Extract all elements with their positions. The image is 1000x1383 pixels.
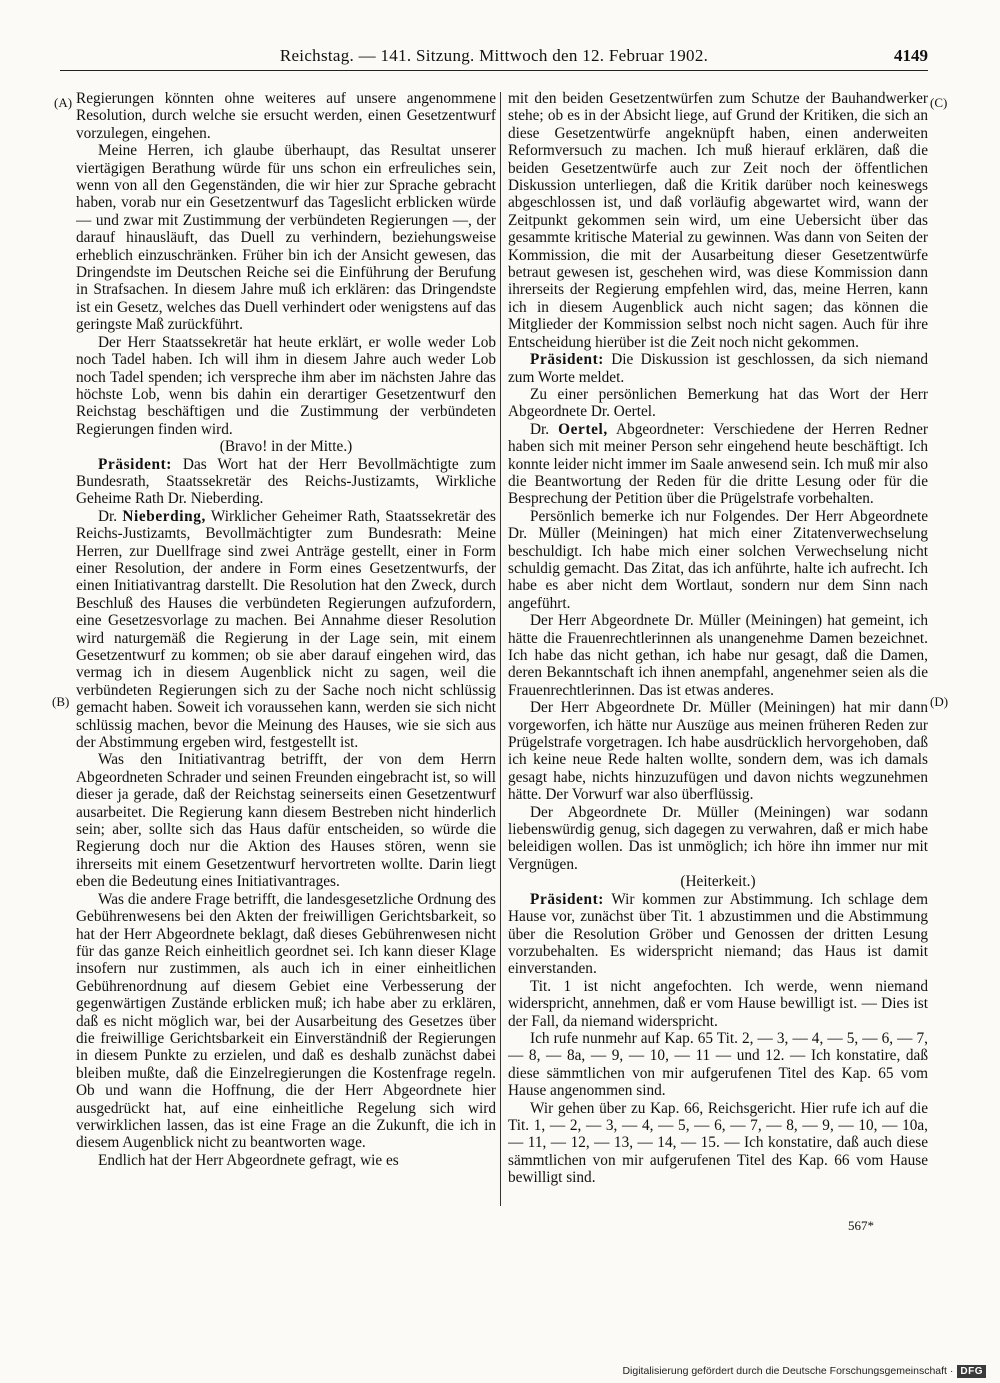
page-number: 4149 (894, 46, 928, 65)
paragraph-text: Zu einer persönlichen Bemerkung hat das Wort der Herr Abgeordnete Dr. Oertel. (508, 385, 928, 421)
paragraph (508, 421, 928, 508)
paragraph-text: Tit. 1 ist nicht angefochten. Ich werde, wenn niemand widerspricht, annehmen, daß er vom Hause bewilligt ist. — Dies ist der Fall, da niemand widerspricht. (508, 977, 928, 1030)
paragraph (76, 438, 496, 455)
margin-mark-d: (D) (930, 694, 949, 709)
paragraph-text: Persönlich bemerke ich nur Folgendes. Der Herr Abgeordnete Dr. Müller (Meiningen) hat mich einer Zitatenverwechselung beschuldigt. Ich habe mich einer solchen Verwechselung nicht schuldig gemacht. Das Zitat, das ich anführte, halte ich aufrecht. Ich habe es aber nicht dem Wortlaut, sondern nur dem Sinn nach angeführt. (508, 507, 928, 612)
paragraph-text: Ich rufe nunmehr auf Kap. 65 Tit. 2, — 3, — 4, — 5, — 6, — 7, — 8, — 8a, — 9, — 10, — 11 — und 12. — Ich konstatire, daß diese sämmtlichen von mir aufgerufenen Titel des Kap. 65 vom Hause angenommen sind. (508, 1029, 928, 1100)
left-column (76, 90, 496, 1200)
paragraph (76, 142, 496, 333)
paragraph (508, 508, 928, 612)
speaker-name: Präsident: (98, 455, 172, 473)
paragraph-text: (Bravo! in der Mitte.) (219, 438, 353, 456)
paragraph-text: Meine Herren, ich glaube überhaupt, das Resultat unserer viertägigen Berathung würde für uns schon ein erfreuliches sein, wenn von all den Gegenständen, die wir hier zur Sprache gebracht haben, vorab nur ein Gesetzentwurf das Tageslicht erblicken würde — und zwar mit Zustimmung der verbündeten Regierungen —, der darauf hinausläuft, das Duell zu verhindern, beziehungsweise erheblich einzuschränken. Früher bin ich der Ansicht gewesen, das Dringendste im Deutschen Reiche sei die Einführung der Berufung in Strafsachen. In diesem Jahre muß ich erklären: das Dringendste ist ein Gesetz, welches das Duell verhindert oder wenigstens auf das geringste Maß zurückführt. (76, 142, 496, 334)
paragraph-text: Die Diskussion ist geschlossen, da sich niemand zum Worte meldet. (508, 351, 928, 386)
header-title: Reichstag. — 141. Sitzung. Mittwoch den 12. Februar 1902. (279, 46, 709, 65)
paragraph-text: (Heiterkeit.) (680, 873, 756, 891)
margin-mark-a: (A) (54, 95, 73, 110)
paragraph (508, 90, 928, 351)
paragraph-text: Das Wort hat der Herr Bevollmächtigte zum Bundesrath, Staatssekretär des Reichs-Justizamts, Wirkliche Geheime Rath Dr. Nieberding. (76, 455, 496, 508)
paragraph (508, 386, 928, 421)
paragraph-text: Was die andere Frage betrifft, die landesgesetzliche Ordnung des Gebührenwesens bei den Akten der freiwilligen Gerichtsbarkeit, so hat der Herr Abgeordnete beklagt, daß dieses Gebührenwesen nicht für das ganze Reich einheitlich geordnet sei. Ich kann dieser Klage insofern nur zustimmen, als auch ich in einer einheitlichen Gebührenordnung auf diesem Gebiet eine Verbesserung der gegenwärtigen Zustände erblicken muß; ich habe aber zu erklären, daß es nicht möglich war, bei der Ausarbeitung des Gesetzes über die freiwillige Gerichtsbarkeit ein Einverständniß der Regierungen in diesem Punkte zu erzielen, und daß es deshalb zunächst dabei bleiben mußte, daß die Einzelregierungen die Kostenfrage regeln. Ob und wann die Hoffnung, die der Herr Abgeordnete hier ausgedrückt hat, auf eine einheitliche Regelung sich wird verwirklichen lassen, das ist eine Frage an die Zukunft, die ich in diesem Augenblick nicht zu beantworten wage. (76, 890, 496, 1152)
paragraph (76, 90, 496, 142)
paragraph (508, 804, 928, 874)
paragraph (76, 1152, 496, 1169)
dfg-logo: DFG (957, 1365, 986, 1378)
paragraph-text: Der Herr Abgeordnete Dr. Müller (Meiningen) hat gemeint, ich hätte die Frauenrechtlerinnen als unangenehme Damen bezeichnet. Ich habe das nicht gethan, ich habe nur gesagt, daß die Damen, deren Bekanntschaft ich ihnen anempfahl, angenehmer seien als die Frauenrechtlerinnen. Das ist etwas anderes. (508, 612, 928, 699)
paragraph (76, 751, 496, 890)
paragraph (508, 351, 928, 386)
paragraph-text: Der Herr Abgeordnete Dr. Müller (Meiningen) hat mir dann vorgeworfen, ich hätte nur Auszüge aus meinen früheren Reden zur Prügelstrafe vorgetragen. Ich habe ausdrücklich hervorgehoben, daß ich keine neue Rede halten wollte, sondern dem, was ich damals gesagt habe, nichts hinzuzufügen und davon nichts wegzunehmen hätte. Der Vorwurf war also überflüssig. (508, 699, 928, 804)
paragraph-text: Wir gehen über zu Kap. 66, Reichsgericht. Hier rufe ich auf die Tit. 1, — 2, — 3, — 4, — 5, — 6, — 7, — 8, — 9, — 10, — 10a, — 11, — 12, — 13, — 14, — 15. — Ich konstatire, daß auch diese sämmtlichen von mir aufgerufenen Titel des Kap. 66 vom Hause bewilligt sind. (508, 1099, 928, 1187)
paragraph-text: Der Herr Staatssekretär hat heute erklärt, er wolle weder Lob noch Tadel haben. Ich will ihm in diesem Jahre auch weder Lob noch Tadel spenden; ich verspreche ihm aber im nächsten Jahre das höchste Lob, wenn bis dahin ein derartiger Gesetzentwurf den Reichstag beschäftigen und die Zustimmung der verbündeten Regierungen finden wird. (76, 333, 496, 438)
paragraph-text: mit den beiden Gesetzentwürfen zum Schutze der Bauhandwerker stehe; ob es in der Absicht liege, auf Grund der Kritiken, die sich an diese Gesetzentwürfe angeknüpft haben, einen anderweiten Reformversuch zu machen. Ich muß hierauf erklären, daß die beiden Gesetzentwürfe auch zur Zeit noch der öffentlichen Diskussion unterliegen, daß die Kritik darüber noch keineswegs abgeschlossen ist, und daß vorläufig abgewartet wird, wann der Zeitpunkt gekommen sein wird, um eine Uebersicht über das gesammte kritische Material zu gewinnen. Was dann von Seiten der Kommission, die mit der Ausarbeitung dieser Gesetzentwürfe betraut gewesen ist, geschehen wird, was diese Kommission dann ihrerseits der Regierung empfehlen wird, das, meine Herren, kann ich in diesem Augenblick auch nicht sagen; das können die Mitglieder der Kommission selbst noch nicht sagen. Auch für ihre Entscheidung hierüber ist die Zeit noch nicht gekommen. (508, 90, 928, 351)
page-header (60, 44, 928, 71)
paragraph (508, 699, 928, 803)
paragraph (508, 978, 928, 1030)
paragraph (508, 1100, 928, 1187)
paragraph-text: Was den Initiativantrag betrifft, der von dem Herrn Abgeordneten Schrader und seinen Freunden eingebracht ist, so will dieser ja gerade, daß der Reichstag seinerseits einen Gesetzentwurf ausarbeitet. Die Regierung kann diesem Bestreben nicht hinderlich sein; aber, sollte sich das Haus dafür entscheiden, so würde die Regierung doch nur die Aktion des Hauses stören, wenn sie ihrerseits mit einem Gesetzentwurf hervortreten wollte. Darin liegt eben die Bedeutung eines Initiativantrages. (76, 751, 496, 891)
paragraph-text: Wir kommen zur Abstimmung. Ich schlage dem Hause vor, zunächst über Tit. 1 abzustimmen und die Abstimmung über die Resolution Gröber und Genossen der dritten Lesung vorzubehalten. Es widerspricht niemand; das Haus ist damit einverstanden. (508, 890, 928, 978)
paragraph (76, 334, 496, 438)
speaker-name: Präsident: (530, 351, 604, 369)
speaker-name: Oertel, (558, 420, 608, 438)
column-divider (500, 92, 501, 1206)
speaker-title: Dr. (98, 507, 123, 525)
sheet-signature: 567* (848, 1218, 874, 1233)
footer-text: Digitalisierung gefördert durch die Deutsche Forschungsgemeinschaft · (622, 1365, 954, 1377)
paragraph (76, 456, 496, 508)
margin-mark-b: (B) (52, 694, 70, 709)
paragraph-text: Endlich hat der Herr Abgeordnete gefragt, wie es (98, 1151, 399, 1169)
paragraph-text: Regierungen könnten ohne weiteres auf unsere angenommene Resolution, durch welche sie ersucht werden, einen Gesetzentwurf vorzulegen, eingehen. (76, 90, 496, 142)
speaker-name: Nieberding, (122, 507, 206, 525)
paragraph (508, 1030, 928, 1100)
paragraph-text: Der Abgeordnete Dr. Müller (Meiningen) war sodann liebenswürdig genug, sich dagegen zu verwahren, daß er mich habe beleidigen wollen. Das ist unmöglich; ich höre ihn immer nur mit Vergnügen. (508, 803, 928, 873)
paragraph-text: Abgeordneter: Verschiedene der Herren Redner haben sich mit meiner Person sehr eingehend heute beschäftigt. Ich konnte leider nicht immer im Saale anwesend sein. Ich muß mir also die Beantwortung der Reden für die dritte Lesung oder für die Besprechung der Petition über die Prügelstrafe vorbehalten. (508, 420, 928, 508)
right-column (508, 90, 928, 1200)
speaker-title: Dr. (530, 420, 559, 438)
footer-credit (622, 1362, 986, 1380)
paragraph (508, 612, 928, 699)
paragraph (508, 873, 928, 890)
paragraph (76, 891, 496, 1152)
speaker-name: Präsident: (530, 890, 604, 908)
paragraph (76, 508, 496, 752)
paragraph (508, 891, 928, 978)
margin-mark-c: (C) (930, 95, 948, 110)
paragraph-text: Wirklicher Geheimer Rath, Staatssekretär des Reichs-Justizamts, Bevollmächtigter zum Bundesrath: Meine Herren, zur Duellfrage sind zwei Anträge gestellt, einer in Form einer Resolution, der andere in Form eines Gesetzentwurfs, der einen Initiativantrag darstellt. Die Resolution hat den Zweck, durch Beschluß des Hauses die verbündeten Regierungen aufzufordern, eine Gesetzesvorlage zu machen. Bei Annahme dieser Resolution wird naturgemäß die Regierung in der Lage sein, mit einem Gesetzentwurf zu kommen; ob sie aber darauf eingehen wird, das vermag ich in diesem Augenblick nicht zu sagen, weil die verbündeten Regierungen sich zu der Sache noch nicht schlüssig gemacht haben. Soweit ich voraussehen kann, werden sie sich nicht schlüssig machen, bevor die Meinung des Hauses, wie sie sich aus der Abstimmung ergeben wird, festgestellt ist. (76, 507, 496, 752)
